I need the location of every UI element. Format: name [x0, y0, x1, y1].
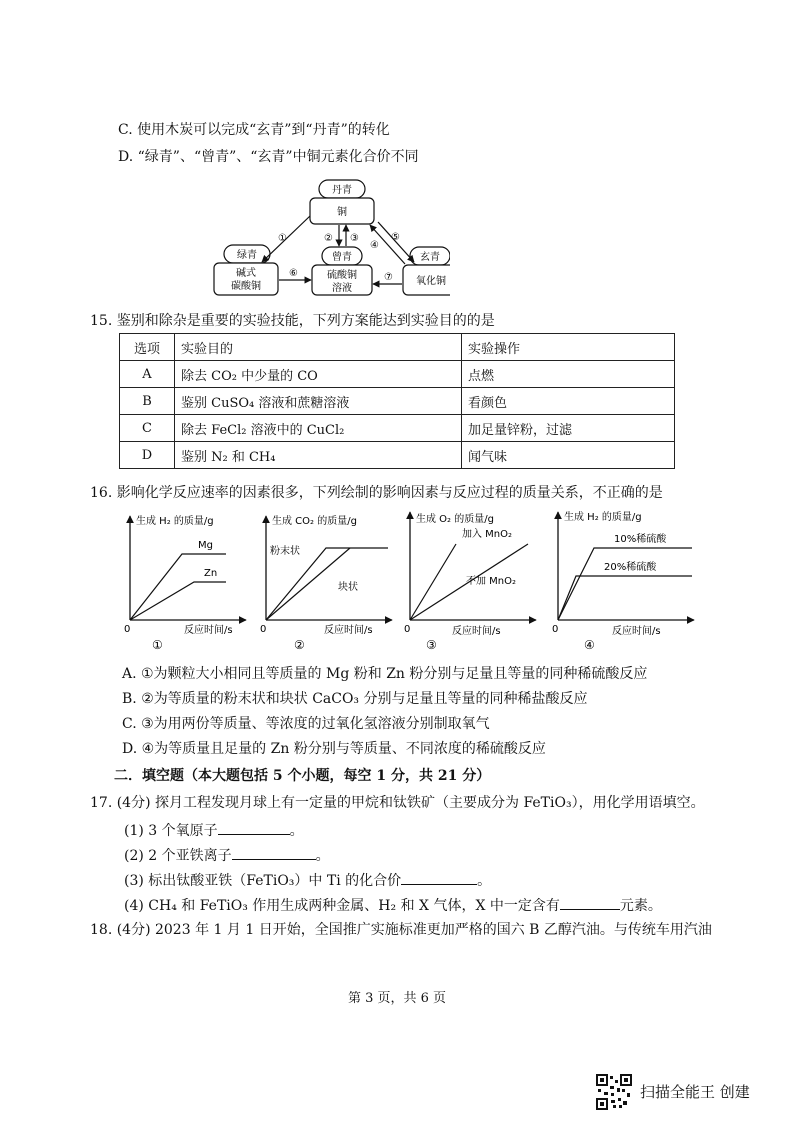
- danqing-box: 铜: [337, 207, 347, 218]
- lvqing-box-line2: 碳酸铜: [231, 281, 261, 292]
- row-option: D: [120, 442, 175, 469]
- q15-stem: 15. 鉴别和除杂是重要的实验技能，下列方案能达到实验目的的是: [90, 313, 495, 329]
- row-operation: 看颜色: [462, 388, 675, 415]
- qr-code-icon: [596, 1074, 632, 1110]
- row-option: A: [120, 361, 175, 388]
- q17-part-3-text: (3) 标出钛酸亚铁（FeTiO₃）中 Ti 的化合价: [124, 873, 402, 889]
- graph-3: [398, 504, 538, 654]
- row-operation: 点燃: [462, 361, 675, 388]
- q17-part-3-period: 。: [477, 873, 492, 889]
- q17-part-2: [124, 845, 330, 865]
- q18-stem: 18. (4分) 2023 年 1 月 1 日开始，全国推广实施标准更加严格的国六 B 乙醇汽油。与传统车用汽油: [90, 922, 712, 938]
- header-option: 选项: [120, 334, 175, 361]
- zengqing-box-line1: 硫酸铜: [327, 270, 357, 281]
- graph-4-xlabel: 反应时间/s: [612, 626, 661, 637]
- page-footer: 第 3 页，共 6 页: [347, 991, 447, 1006]
- answer-blank-1[interactable]: [218, 820, 290, 835]
- q17-part-1: [124, 820, 304, 840]
- graph-1-ylabel: 生成 H₂ 的质量/g: [136, 516, 214, 527]
- graph-4-10pct-line: [558, 548, 692, 620]
- graph-1: [118, 508, 248, 654]
- header-purpose: 实验目的: [175, 334, 462, 361]
- q17-part-1-text: (1) 3 个氧原子: [124, 823, 218, 839]
- q16-option-c: C. ③为用两份等质量、等浓度的过氧化氢溶液分别制取氧气: [122, 716, 490, 732]
- graph-3-label-with: 加入 MnO₂: [462, 529, 513, 540]
- q14-option-c: C. 使用木炭可以完成“玄青”到“丹青”的转化: [118, 122, 390, 138]
- answer-blank-3[interactable]: [401, 870, 477, 885]
- q16-option-a: A. ①为颗粒大小相同且等质量的 Mg 粉和 Zn 粉分别与足量且等量的同种稀硫酸反应: [122, 666, 648, 682]
- table-row: [120, 361, 675, 388]
- q15-table: [119, 333, 675, 469]
- row-purpose: 除去 CO₂ 中少量的 CO: [175, 361, 462, 388]
- graph-3-number: ③: [426, 638, 437, 652]
- label-5: ⑤: [391, 232, 400, 243]
- label-1: ①: [278, 233, 287, 244]
- lvqing-tag: 绿青: [237, 250, 257, 261]
- q17-part-2-text: (2) 2 个亚铁离子: [124, 848, 232, 864]
- q17-part-3: [124, 870, 491, 890]
- row-option: B: [120, 388, 175, 415]
- graph-2: [254, 508, 394, 654]
- graph-4: [546, 504, 696, 654]
- graph-2-xlabel: 反应时间/s: [324, 625, 373, 636]
- label-7: ⑦: [384, 272, 393, 283]
- row-purpose: 鉴别 CuSO₄ 溶液和蔗糖溶液: [175, 388, 462, 415]
- graph-4-origin: 0: [552, 624, 559, 635]
- graph-1-label-zn: Zn: [204, 568, 218, 579]
- label-3: ③: [350, 233, 359, 244]
- copper-conversion-diagram: [200, 176, 450, 302]
- table-row: [120, 388, 675, 415]
- graph-3-xlabel: 反应时间/s: [452, 626, 501, 637]
- q17-part-4-text: (4) CH₄ 和 FeTiO₃ 作用生成两种金属、H₂ 和 X 气体，X 中一定含有: [124, 898, 560, 914]
- graph-2-origin: 0: [260, 624, 267, 635]
- graph-3-label-without: 不加 MnO₂: [466, 576, 517, 587]
- q16-stem: 16. 影响化学反应速率的因素很多，下列绘制的影响因素与反应过程的质量关系，不正确的是: [90, 485, 663, 501]
- graph-2-number: ②: [294, 638, 305, 652]
- zengqing-tag: 曾青: [332, 252, 352, 263]
- graph-1-origin: 0: [124, 624, 131, 635]
- graph-1-number: ①: [152, 638, 163, 652]
- graph-2-ylabel: 生成 CO₂ 的质量/g: [272, 516, 357, 527]
- table-header-row: [120, 334, 675, 361]
- q17-part-4-suffix: 元素。: [619, 898, 662, 914]
- lvqing-box-line1: 碱式: [236, 268, 256, 279]
- zengqing-box-line2: 溶液: [332, 283, 352, 294]
- q17-part-1-period: 。: [289, 823, 304, 839]
- q16-option-d: D. ④为等质量且足量的 Zn 粉分别与等质量、不同浓度的稀硫酸反应: [122, 741, 546, 757]
- graph-4-label-10pct: 10%稀硫酸: [614, 534, 667, 545]
- graph-1-xlabel: 反应时间/s: [184, 625, 233, 636]
- q17-stem: 17. (4分) 探月工程发现月球上有一定量的甲烷和钛铁矿（主要成分为 FeTiO₃），用化学用语填空。: [90, 795, 705, 811]
- answer-blank-4[interactable]: [560, 895, 620, 910]
- q17-part-4: [124, 895, 662, 915]
- graph-2-label-powder: 粉末状: [270, 546, 300, 557]
- q17-part-2-period: 。: [315, 848, 330, 864]
- q14-option-d: D. “绿青”、“曾青”、“玄青”中铜元素化合价不同: [118, 149, 419, 165]
- label-2: ②: [324, 233, 333, 244]
- row-operation: 闻气味: [462, 442, 675, 469]
- label-4: ④: [370, 240, 379, 251]
- xuanqing-tag: 玄青: [420, 252, 440, 263]
- row-option: C: [120, 415, 175, 442]
- graph-3-ylabel: 生成 O₂ 的质量/g: [416, 514, 494, 525]
- table-row: [120, 415, 675, 442]
- graph-2-powder-line: [266, 548, 388, 620]
- graph-4-label-20pct: 20%稀硫酸: [604, 562, 657, 573]
- row-purpose: 除去 FeCl₂ 溶液中的 CuCl₂: [175, 415, 462, 442]
- graph-3-with-mno2-line: [410, 544, 456, 620]
- graph-4-ylabel: 生成 H₂ 的质量/g: [564, 512, 642, 523]
- graph-4-20pct-line: [558, 576, 692, 620]
- graph-4-number: ④: [584, 638, 595, 652]
- label-6: ⑥: [289, 268, 298, 279]
- header-operation: 实验操作: [462, 334, 675, 361]
- answer-blank-2[interactable]: [232, 845, 316, 860]
- graph-1-label-mg: Mg: [198, 540, 213, 551]
- section-heading: 二．填空题（本大题包括 5 个小题，每空 1 分，共 21 分）: [114, 768, 491, 784]
- graph-3-origin: 0: [404, 624, 411, 635]
- row-operation: 加足量锌粉，过滤: [462, 415, 675, 442]
- table-row: [120, 442, 675, 469]
- q16-option-b: B. ②为等质量的粉末状和块状 CaCO₃ 分别与足量且等量的同种稀盐酸反应: [122, 691, 588, 707]
- row-purpose: 鉴别 N₂ 和 CH₄: [175, 442, 462, 469]
- graph-1-mg-line: [130, 554, 226, 620]
- xuanqing-box: 氧化铜: [416, 276, 446, 287]
- watermark-text: 扫描全能王 创建: [640, 1083, 750, 1101]
- graph-2-label-lump: 块状: [338, 582, 358, 593]
- danqing-tag: 丹青: [332, 185, 352, 196]
